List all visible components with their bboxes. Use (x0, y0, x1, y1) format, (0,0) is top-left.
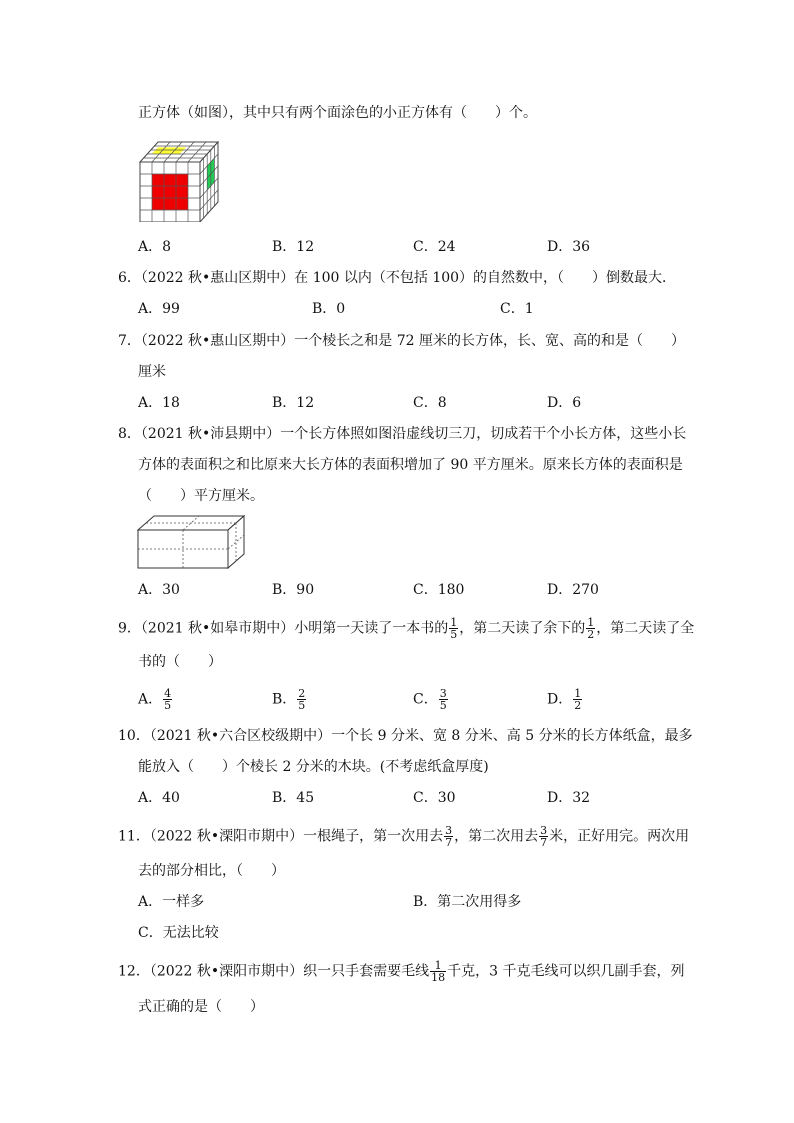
cube-front-face (140, 162, 200, 222)
q9-stem-a: 9．（2021 秋•如皋市期中）小明第一天读了一本书的 (118, 620, 449, 637)
q9-option-c-label: C． (413, 691, 438, 708)
q8-option-c[interactable]: C．180 (413, 582, 465, 598)
q9-option-d-label: D． (547, 691, 573, 708)
q12-stem-line2: 式正确的是（ ） (138, 999, 264, 1015)
q10-stem-line2: 能放入（ ）个棱长 2 分米的木块。(不考虑纸盒厚度) (138, 759, 489, 775)
q6-option-b[interactable]: B．0 (312, 301, 346, 317)
q8-option-d[interactable]: D．270 (547, 582, 599, 598)
q9-option-b[interactable] (272, 688, 307, 711)
q9-stem-line2: 书的（ ） (138, 654, 222, 670)
q9-stem-b: ，第二天读了余下的 (459, 620, 586, 637)
q10-option-a[interactable]: A．40 (138, 790, 180, 806)
q12-f-num: 1 (430, 960, 446, 972)
q5-option-d[interactable]: D．36 (547, 239, 591, 255)
q9-option-a[interactable] (138, 688, 173, 711)
q6-option-c[interactable]: C．1 (500, 301, 534, 317)
q9-option-c-fraction (439, 688, 448, 711)
q9-option-c[interactable] (413, 688, 449, 711)
q9-oa-num: 4 (164, 687, 172, 700)
q11-stem-c: 米，正好用完。两次用 (549, 828, 690, 845)
q9-f1-num: 1 (450, 616, 458, 629)
q9-fraction-1 (449, 617, 458, 640)
q9-option-b-fraction (297, 688, 306, 711)
q5-stem: 正方体（如图），其中只有两个面涂色的小正方体有（ ）个。 (138, 105, 537, 121)
q11-option-c[interactable]: C．无法比较 (138, 925, 219, 941)
q8-option-b[interactable]: B．90 (272, 582, 315, 598)
q12-f-den: 18 (431, 971, 446, 984)
q10-option-b[interactable]: B．45 (272, 790, 315, 806)
q12-stem-line1 (118, 960, 685, 983)
q10-option-c[interactable]: C．30 (413, 790, 456, 806)
q9-f1-den: 5 (450, 628, 458, 641)
q10-stem-line1: 10．（2021 秋•六合区校级期中）一个长 9 分米、宽 8 分米、高 5 分米的长方体纸盒，最多 (118, 728, 693, 744)
q11-fraction-1 (444, 825, 453, 848)
q7-option-d[interactable]: D．6 (547, 395, 582, 411)
q9-od-num: 1 (574, 687, 582, 700)
q8-stem-line2: 方体的表面积之和比原来大长方体的表面积增加了 90 平方厘米。原来长方体的表面积是 (138, 457, 683, 473)
q11-stem-b: ，第二次用去 (454, 828, 539, 845)
q12-stem-b: 千克，3 千克毛线可以织几副手套，列 (447, 963, 685, 980)
q7-stem-line1: 7．（2022 秋•惠山区期中）一个棱长之和是 72 厘米的长方体，长、宽、高的和是（ ） (118, 333, 685, 349)
q11-f2-den: 7 (540, 836, 548, 849)
q9-option-b-label: B． (272, 691, 297, 708)
q9-option-d[interactable] (547, 688, 583, 711)
q11-fraction-2 (539, 825, 548, 848)
q6-option-a[interactable]: A．99 (138, 301, 180, 317)
q9-fraction-2 (586, 617, 595, 640)
q9-option-a-label: A． (138, 691, 163, 708)
q6-stem: 6．（2022 秋•惠山区期中）在 100 以内（不包括 100）的自然数中，（ ）倒数最大． (118, 270, 677, 286)
q8-stem-line1: 8．（2021 秋•沛县期中）一个长方体照如图沿虚线切三刀，切成若干个小长方体，这些小长 (118, 426, 687, 442)
q11-stem-line1 (118, 825, 689, 848)
q9-f2-den: 2 (587, 628, 595, 641)
q7-stem-line2: 厘米 (138, 364, 166, 380)
q11-option-b[interactable]: B．第二次用得多 (413, 894, 522, 910)
q5-option-c[interactable]: C．24 (413, 239, 456, 255)
q9-stem-c: ，第二天读了全 (596, 620, 695, 637)
q10-option-d[interactable]: D．32 (547, 790, 591, 806)
q12-fraction (430, 960, 446, 983)
q8-option-a[interactable]: A．30 (138, 582, 180, 598)
q11-stem-a: 11．（2022 秋•溧阳市期中）一根绳子，第一次用去 (118, 828, 444, 845)
q9-oa-den: 5 (164, 699, 172, 712)
cuboid-figure (136, 512, 248, 572)
q8-stem-line3: （ ）平方厘米。 (138, 488, 264, 504)
q11-option-a[interactable]: A．一样多 (138, 894, 205, 910)
q11-f2-num: 3 (540, 824, 548, 837)
cube-figure (135, 132, 225, 222)
q9-f2-num: 1 (587, 616, 595, 629)
q9-ob-num: 2 (298, 687, 306, 700)
q9-oc-num: 3 (439, 687, 447, 700)
q5-option-b[interactable]: B．12 (272, 239, 315, 255)
q9-option-d-fraction (573, 688, 582, 711)
q11-f1-num: 3 (445, 824, 453, 837)
q9-od-den: 2 (574, 699, 582, 712)
q12-stem-a: 12．（2022 秋•溧阳市期中）织一只手套需要毛线 (118, 963, 430, 980)
q7-option-a[interactable]: A．18 (138, 395, 180, 411)
q9-stem-line1 (118, 617, 694, 640)
q9-oc-den: 5 (439, 699, 447, 712)
q5-option-a[interactable]: A．8 (138, 239, 172, 255)
q9-option-a-fraction (163, 688, 172, 711)
q11-stem-line2: 去的部分相比，（ ） (138, 863, 285, 879)
q11-f1-den: 7 (445, 836, 453, 849)
q9-ob-den: 5 (298, 699, 306, 712)
q7-option-b[interactable]: B．12 (272, 395, 315, 411)
q7-option-c[interactable]: C．8 (413, 395, 447, 411)
